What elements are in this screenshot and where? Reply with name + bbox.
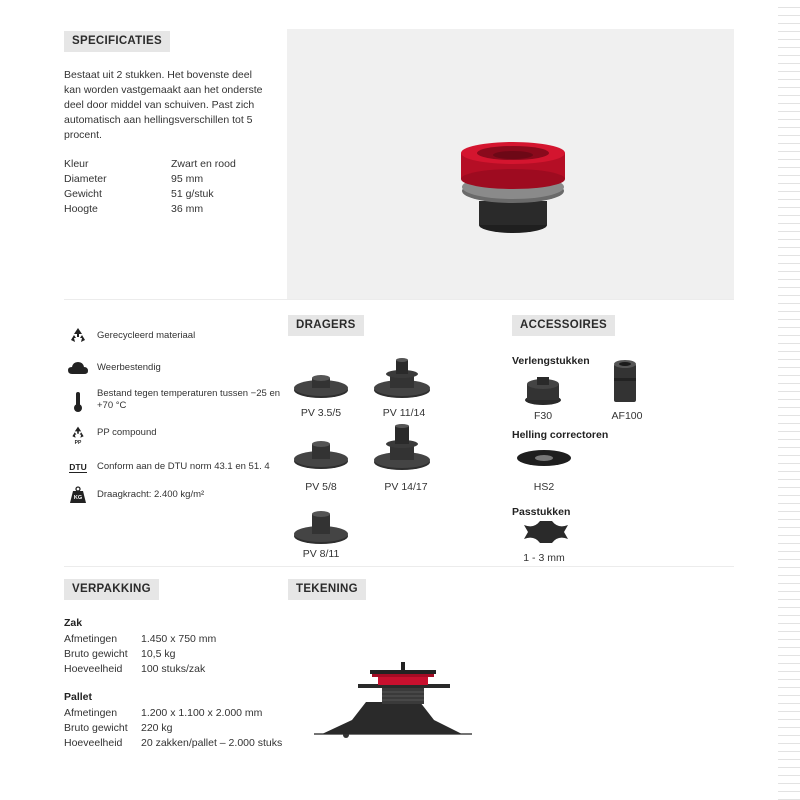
spec-label-diameter: Diameter — [64, 173, 107, 185]
zak-label: Hoeveelheid — [64, 663, 123, 675]
spec-label-gewicht: Gewicht — [64, 188, 102, 200]
accessory-label: 1 - 3 mm — [523, 552, 565, 564]
thermometer-icon — [66, 388, 90, 416]
pallet-label: Afmetingen — [64, 707, 118, 719]
spec-label-kleur: Kleur — [64, 158, 89, 170]
pedestal-pv-3-5-5 — [292, 370, 350, 402]
edge-ruler — [778, 0, 800, 800]
description-line: Bestaat uit 2 stukken. Het bovenste deel — [64, 69, 252, 81]
dtu-icon-label: DTU — [69, 461, 87, 472]
feature-temperature — [66, 388, 281, 416]
accessoires-heading: ACCESSOIRES — [512, 315, 615, 336]
product-image — [287, 29, 734, 299]
zak-label: Afmetingen — [64, 633, 118, 645]
verpakking-heading: VERPAKKING — [64, 579, 159, 600]
description-line: deel door middel van schuiven. Past zich — [64, 99, 255, 111]
feature-recycled — [66, 326, 276, 346]
product-image-panel — [287, 29, 734, 299]
accessory-f30 — [522, 374, 564, 408]
feature-load — [66, 485, 276, 505]
accessory-label: HS2 — [533, 481, 555, 493]
passtukken-title: Passtukken — [512, 506, 571, 518]
weight-icon — [66, 485, 90, 505]
accessory-shim — [520, 517, 572, 547]
pallet-label: Hoeveelheid — [64, 737, 123, 749]
specs-description — [64, 68, 274, 143]
spec-value-kleur: Zwart en rood — [171, 158, 236, 170]
pp-recycle-icon — [66, 423, 90, 447]
accessory-label: F30 — [533, 410, 553, 422]
technical-drawing — [312, 660, 476, 742]
zak-title: Zak — [64, 617, 83, 629]
pedestal-label: PV 11/14 — [382, 407, 426, 419]
zak-label: Bruto gewicht — [64, 648, 128, 660]
pedestal-label: PV 3.5/5 — [300, 407, 342, 419]
pedestal-pv-8-11 — [292, 508, 350, 546]
description-line: automatisch aan hellingsverschillen tot 5 — [64, 114, 253, 126]
spec-value-hoogte: 36 mm — [171, 203, 204, 215]
pedestal-label: PV 8/11 — [302, 548, 340, 560]
zak-value: 100 stuks/zak — [141, 663, 206, 675]
verlengstukken-title: Verlengstukken — [512, 355, 590, 367]
recycle-icon — [66, 326, 90, 346]
specs-heading: SPECIFICATIES — [64, 31, 170, 52]
description-line: kan worden vastgemaakt aan het onderste — [64, 84, 263, 96]
tekening-heading: TEKENING — [288, 579, 366, 600]
dragers-heading: DRAGERS — [288, 315, 364, 336]
pallet-title: Pallet — [64, 691, 93, 703]
pallet-value: 220 kg — [141, 722, 173, 734]
feature-pp — [66, 423, 276, 447]
divider — [64, 299, 734, 300]
feature-text: Weerbestendig — [97, 362, 161, 373]
feature-text: Gerecycleerd materiaal — [97, 330, 196, 341]
pedestal-pv-5-8 — [292, 436, 350, 472]
weight-icon-label: KG — [73, 495, 83, 501]
pp-icon-label: PP — [74, 439, 82, 446]
feature-text: Draagkracht: 2.400 kg/m² — [97, 489, 205, 500]
pedestal-label: PV 14/17 — [384, 481, 428, 493]
pedestal-pv-14-17 — [372, 422, 432, 474]
pallet-value: 1.200 x 1.100 x 2.000 mm — [141, 707, 263, 719]
pallet-value: 20 zakken/pallet – 2.000 stuks — [141, 737, 283, 749]
spec-label-hoogte: Hoogte — [64, 203, 98, 215]
accessory-af100 — [611, 358, 639, 406]
cloud-icon — [66, 358, 90, 378]
pallet-label: Bruto gewicht — [64, 722, 128, 734]
zak-value: 1.450 x 750 mm — [141, 633, 217, 645]
accessory-hs2 — [516, 448, 572, 468]
spec-value-diameter: 95 mm — [171, 173, 204, 185]
feature-dtu — [66, 457, 276, 477]
description-line: procent. — [64, 129, 102, 141]
feature-text: PP compound — [97, 427, 157, 438]
helling-title: Helling correctoren — [512, 429, 609, 441]
pedestal-label: PV 5/8 — [305, 481, 337, 493]
feature-text: Conform aan de DTU norm 43.1 en 51. 4 — [97, 461, 270, 472]
feature-weather — [66, 358, 276, 378]
divider — [64, 566, 734, 567]
feature-text: Bestand tegen temperaturen tussen −25 en +70 °C — [97, 388, 281, 411]
accessory-label: AF100 — [611, 410, 643, 422]
pedestal-pv-11-14 — [372, 356, 432, 402]
zak-value: 10,5 kg — [141, 648, 176, 660]
spec-value-gewicht: 51 g/stuk — [171, 188, 214, 200]
dtu-icon — [66, 457, 90, 477]
